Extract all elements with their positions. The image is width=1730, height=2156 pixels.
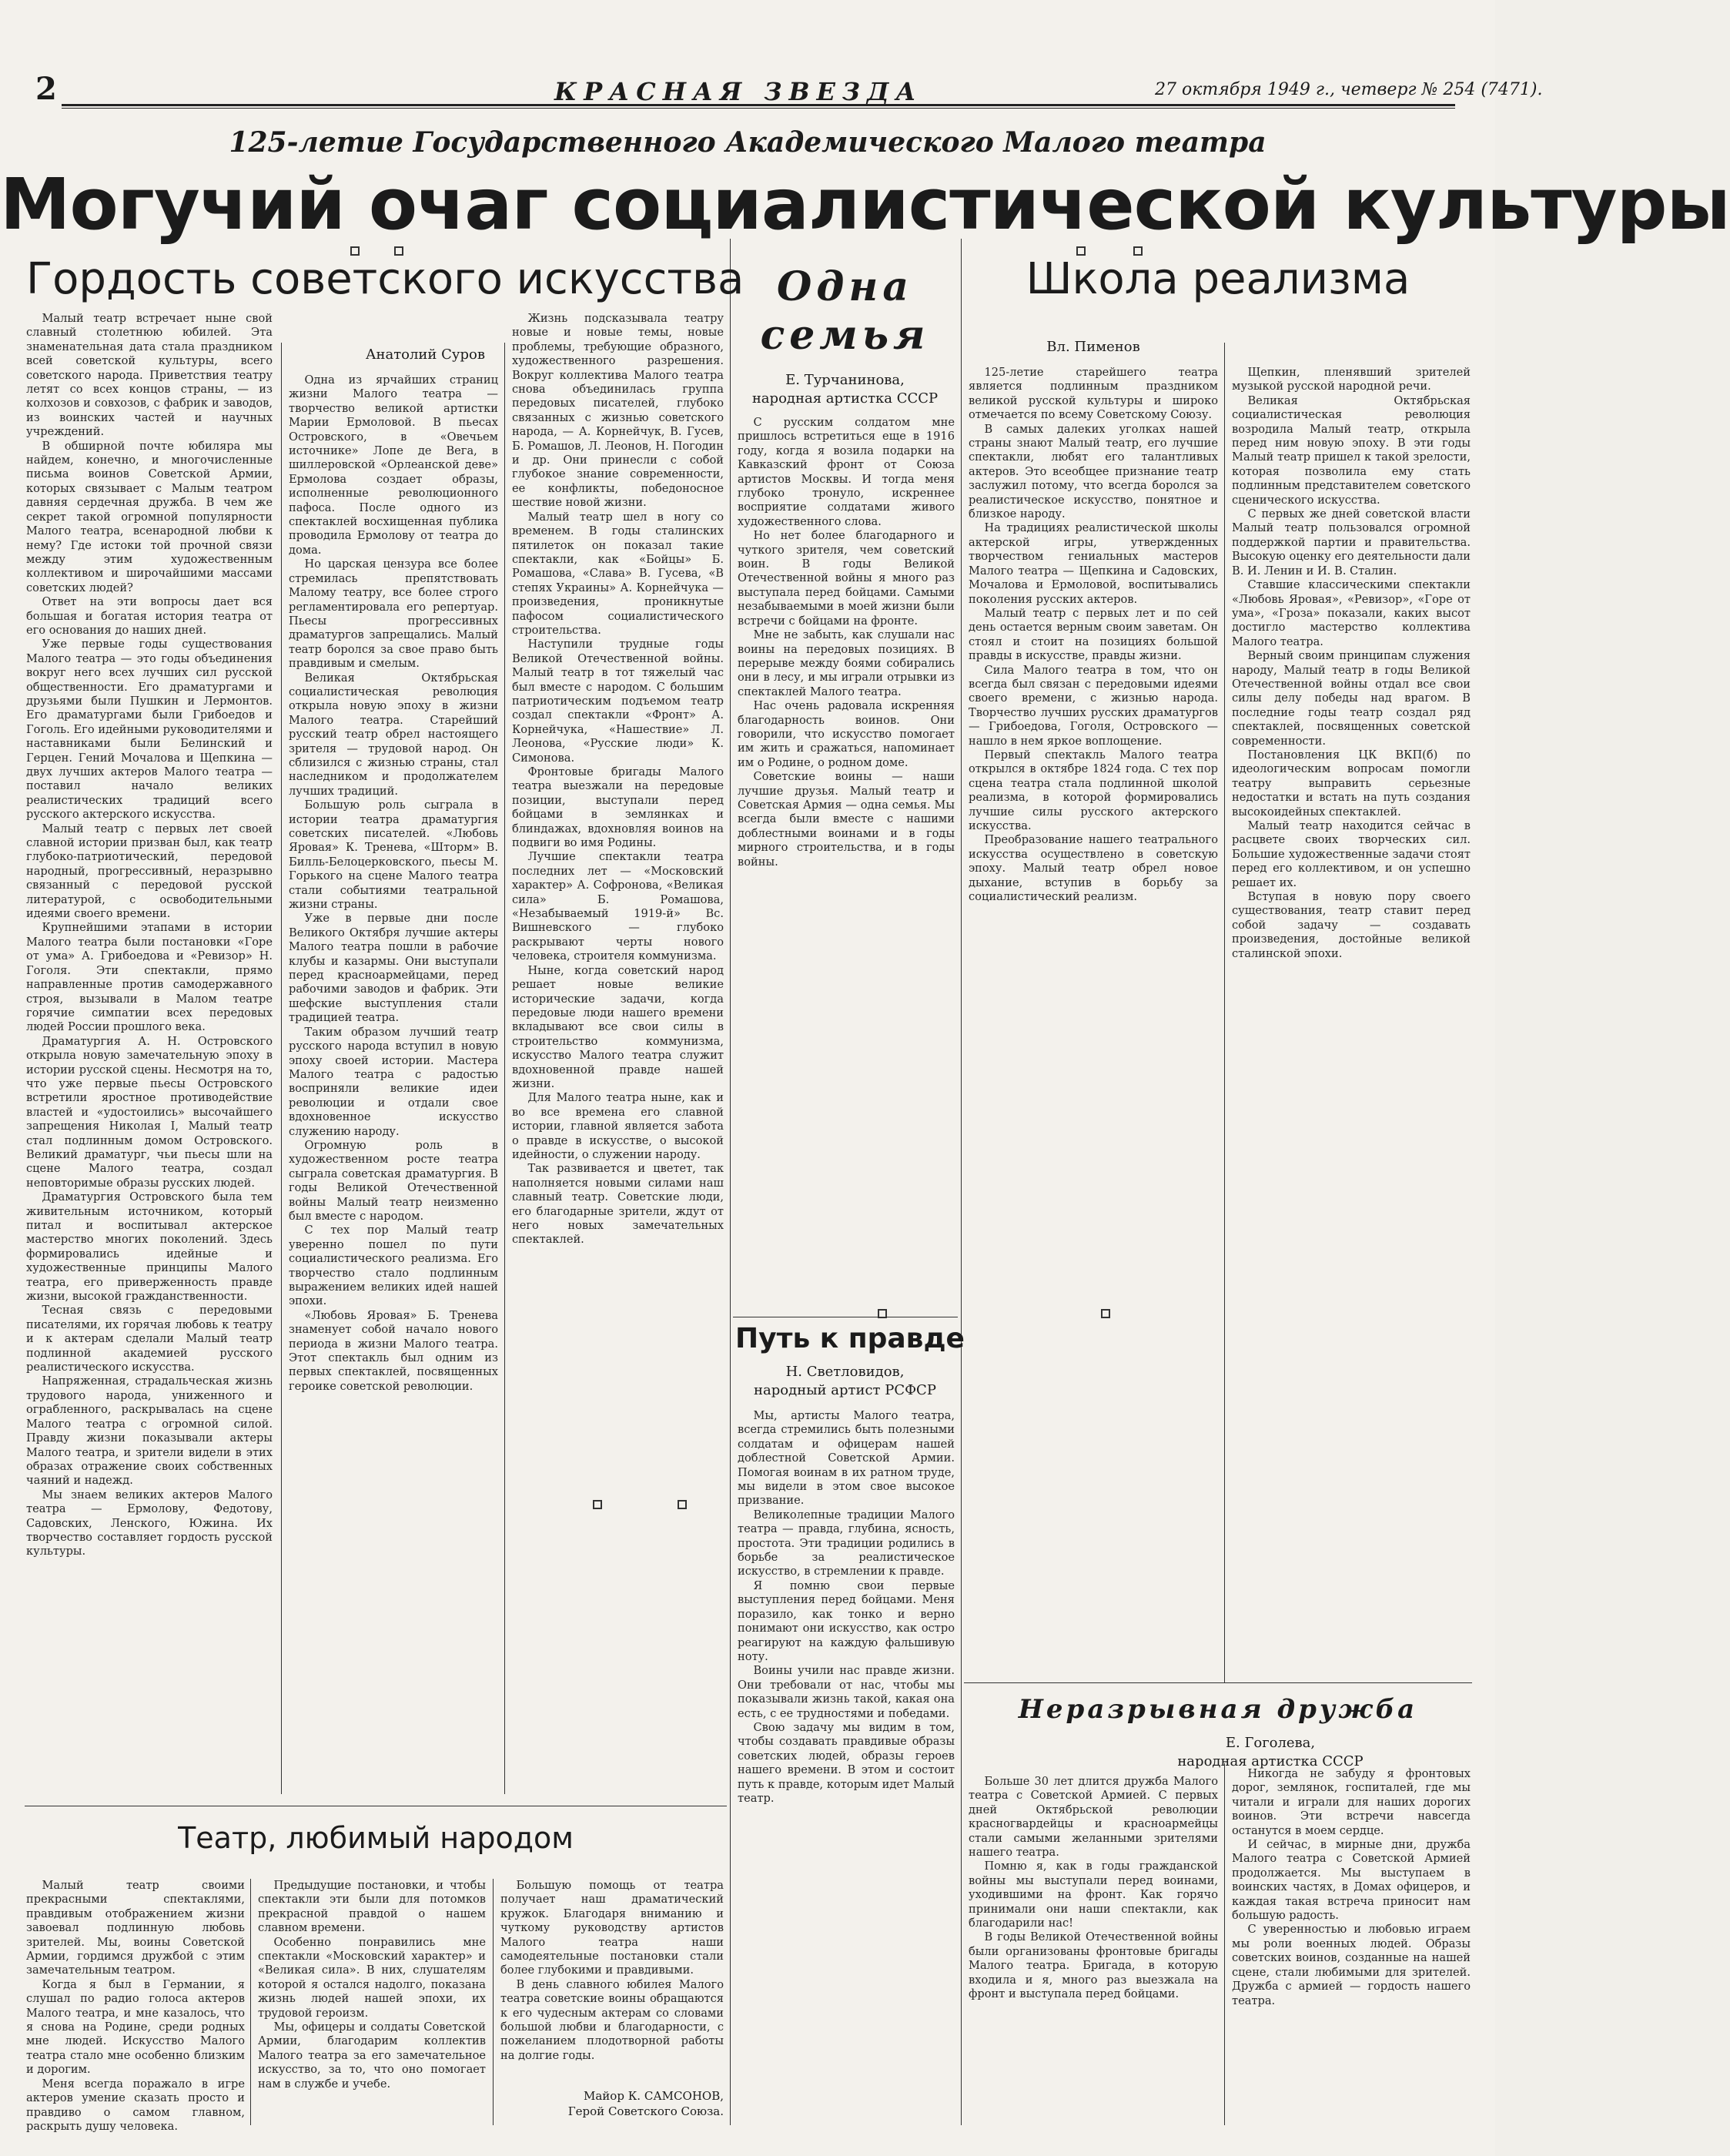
- article-title-realism: Школа реализма: [1026, 254, 1410, 304]
- article-body-beloved-col2: Предыдущие постановки, и чтобы спектакли эти были для потомков прекрасной правдой о нашем славном времени. Особенно понравились мне спектакли «Московский характер» и «Великая сила». В них, слушателям которой я остался надолго, показана жизнь людей нашей эпохи, их трудовой героизм. Мы, офицеры и солдаты Советской Армии, благодарим коллектив Малого театра за его замечательное искусство, за то, что оно помогает нам в службе и учебе.: [258, 1879, 486, 2091]
- signature-role: Герой Советского Союза.: [567, 2104, 724, 2118]
- column-rule: [493, 1879, 494, 2125]
- article-body-family: С русским солдатом мне пришлось встретиться еще в 1916 году, когда я возила подарки на Кавказский фронт от Союза артистов Москвы. И тогда меня глубоко тронуло, искреннее восприятие солдатами живого художественного слова. Но нет более благодарного и чуткого зрителя, чем советский воин. В годы Великой Отечественной войны я много раз выступала перед бойцами. Самыми незабываемыми в моей жизни были встречи с бойцами на фронте. Мне не забыть, как слушали нас воины на передовых позициях. В перерыве между боями собирались они в лесу, и мы играли отрывки из спектаклей Малого театра. Нас очень радовала искренняя благодарность воинов. Они говорили, что искусство помогает им жить и сражаться, напоминает им о Родине, о родном доме. Советские воины — наши лучшие друзья. Малый театр и Советская Армия — одна семья. Мы всегда были вместе с нашими доблестными воинами и в годы мирного строительства, и в годы войны.: [738, 416, 955, 869]
- header-rule: [62, 104, 1455, 106]
- article-title-path: Путь к правде: [735, 1323, 965, 1354]
- article-author: Анатолий Суров: [365, 346, 485, 363]
- header-rule-thin: [62, 108, 1455, 109]
- article-author: Вл. Пименов: [1046, 339, 1140, 355]
- article-byline: [735, 1363, 955, 1400]
- article-body-beloved-col1: Малый театр своими прекрасными спектаклями, правдивым отображением жизни завоевал подлинную любовь зрителей. Мы, воины Советской Армии, гордимся дружбой с этим замечательным театром. Когда я был в Германии, я слушал по радио голоса актеров Малого театра, и мне казалось, что я снова на Родине, среди родных мне людей. Искусство Малого театра стало мне особенно близким и дорогим. Меня всегда поражало в игре актеров умение сказать просто и правдиво о самом главном, раскрыть душу человека.: [26, 1879, 245, 2133]
- banner-headline: Могучий очаг социалистической культуры: [0, 163, 1730, 246]
- section-kicker: 125-летие Государственного Академического Малого театра: [229, 126, 1267, 159]
- article-body-friendship-col1: Больше 30 лет длится дружба Малого театра с Советской Армией. С первых дней Октябрьской революции красногвардейцы и красноармейцы стали самыми желанными зрителями нашего театра. Помню я, как в годы гражданской войны мы выступали перед воинами, уходившими на фронт. Как горячо принимали они наши спектакли, как благодарили нас! В годы Великой Отечественной войны были организованы фронтовые бригады Малого театра. Бригада, в которую входила и я, много раз выезжала на фронт и выступала перед бойцами.: [969, 1775, 1218, 2001]
- byline-role: народный артист РСФСР: [754, 1382, 936, 1398]
- article-byline: [1078, 1734, 1463, 1771]
- column-rule: [730, 239, 731, 2125]
- column-rule: [1224, 343, 1225, 1682]
- article-title-beloved-theatre: Театр, любимый народом: [178, 1821, 574, 1855]
- page-number: 2: [35, 71, 57, 107]
- newspaper-name: КРАСНАЯ ЗВЕЗДА: [554, 77, 923, 106]
- signature-name: Майор К. САМСОНОВ,: [584, 2089, 724, 2103]
- article-title-family-l1: Одна: [776, 263, 914, 310]
- column-rule: [250, 1879, 251, 2125]
- byline-name: Е. Турчанинова,: [785, 372, 905, 388]
- section-rule: [964, 1682, 1472, 1683]
- article-body-realism-col2: Щепкин, пленявший зрителей музыкой русской народной речи. Великая Октябрьская социалистическая революция возродила Малый театр, открыла перед ним новую эпоху. В эти годы Малый театр пришел к такой зрелости, которая позволила ему стать подлинным представителем советского сценического искусства. С первых же дней советской власти Малый театр пользовался огромной поддержкой партии и правительства. Высокую оценку его деятельности дали В. И. Ленин и И. В. Сталин. Ставшие классическими спектакли «Любовь Яровая», «Ревизор», «Горе от ума», «Гроза» показали, каких высот достигло мастерство коллектива Малого театра. Верный своим принципам служения народу, Малый театр в годы Великой Отечественной войны отдал все свои силы делу победы над врагом. В последние годы театр создал ряд спектаклей, посвященных советской современности. Постановления ЦК ВКП(б) по идеологическим вопросам помогли театру выправить серьезные недостатки и встать на путь создания высокоидейных спектаклей. Малый театр находится сейчас в расцвете своих творческих сил. Большие художественные задачи стоят перед его коллективом, и он успешно решает их. Вступая в новую пору своего существования, театр ставит перед собой задачу — создавать произведения, достойные великой сталинской эпохи.: [1232, 366, 1471, 960]
- article-title-friendship: Неразрывная дружба: [1018, 1694, 1418, 1725]
- article-body-path: Мы, артисты Малого театра, всегда стремились быть полезными солдатам и офицерам нашей доблестной Советской Армии. Помогая воинам в их ратном труде, мы видели в этом свое высокое призвание. Великолепные традиции Малого театра — правда, глубина, ясность, простота. Эти традиции родились в борьбе за реалистическое искусство, в стремлении к правде. Я помню свои первые выступления перед бойцами. Меня поразило, как тонко и верно понимают они искусство, как остро реагируют на каждую фальшивую ноту. Воины учили нас правде жизни. Они требовали от нас, чтобы мы показывали жизнь такой, какая она есть, с ее трудностями и победами. Свою задачу мы видим в том, чтобы создавать правдивые образы советских людей, образы героев нашего времени. В этом и состоит путь к правде, которым идет Малый театр.: [738, 1409, 955, 1805]
- article-body-friendship-col2: Никогда не забуду я фронтовых дорог, землянок, госпиталей, где мы читали и играли для наших дорогих воинов. Эти встречи навсегда останутся в моем сердце. И сейчас, в мирные дни, дружба Малого театра с Советской Армией продолжается. Мы выступаем в воинских частях, в Домах офицеров, и каждая такая встреча приносит нам большую радость. С уверенностью и любовью играем мы роли военных людей. Образы советских воинов, созданные на нашей сцене, стали любимыми для зрителей. Дружба с армией — гордость нашего театра.: [1232, 1767, 1471, 2007]
- article-body-pride-col3: Жизнь подсказывала театру новые и новые темы, новые проблемы, требующие образного, художественного разрешения. Вокруг коллектива Малого театра снова объединилась группа передовых писателей, глубоко связанных с жизнью советского народа, — А. Корнейчук, В. Гусев, Б. Ромашов, Л. Леонов, Н. Погодин и др. Они принесли с собой глубокое знание современности, ее конфликты, победоносное шествие новой жизни. Малый театр шел в ногу со временем. В годы сталинских пятилеток он показал такие спектакли, как «Бойцы» Б. Ромашова, «Слава» В. Гусева, «В степях Украины» А. Корнейчука — произведения, проникнутые пафосом социалистического строительства. Наступили трудные годы Великой Отечественной войны. Малый театр в тот тяжелый час был вместе с народом. С большим патриотическим подъемом театр создал спектакли «Фронт» А. Корнейчука, «Нашествие» Л. Леонова, «Русские люди» К. Симонова. Фронтовые бригады Малого театра выезжали на передовые позиции, выступали перед бойцами в землянках и блиндажах, вдохновляя воинов на подвиги во имя Родины. Лучшие спектакли театра последних лет — «Московский характер» А. Софронова, «Великая сила» Б. Ромашова, «Незабываемый 1919-й» Вс. Вишневского — глубоко раскрывают черты нового человека, строителя коммунизма. Ныне, когда советский народ решает новые великие исторические задачи, когда передовые люди нашего времени вкладывают все свои силы в строительство коммунизма, искусство Малого театра служит вдохновенной правде нашей жизни. Для Малого театра ныне, как и во все времена его славной истории, главной является забота о правде в искусстве, о высокой идейности, о служении народу. Так развивается и цветет, так наполняется новыми силами наш славный театр. Советские люди, его благодарные зрители, ждут от него новых замечательных спектаклей.: [512, 312, 724, 1247]
- column-rule: [961, 239, 962, 2125]
- article-signature: [500, 2088, 724, 2119]
- column-rule: [1224, 1763, 1225, 2125]
- article-body-pride-col1: Малый театр встречает ныне свой славный столетнюю юбилей. Эта знаменательная дата стала праздником всей советской культуры, всего советского народа. Приветствия театру летят со всех концов страны, — из колхозов и совхозов, с фабрик и заводов, из воинских частей и научных учреждений. В обширной почте юбиляра мы найдем, конечно, и многочисленные письма воинов Советской Армии, которых связывает с Малым театром давняя сердечная дружба. В чем же секрет такой огромной популярности Малого театра, всенародной любви к нему? Где истоки той прочной связи между этим художественным коллективом и широчайшими массами советских людей? Ответ на эти вопросы дает вся большая и богатая история театра от его основания до наших дней. Уже первые годы существования Малого театра — это годы объединения вокруг него всех лучших сил русской общественности. Его драматургами и друзьями были Пушкин и Лермонтов. Его драматургами были Грибоедов и Гоголь. Его идейными руководителями и наставниками были Белинский и Герцен. Гений Мочалова и Щепкина — двух лучших актеров Малого театра — поставил начало великих реалистических традиций всего русского актерского искусства. Малый театр с первых лет своей славной истории призван был, как театр глубоко-патриотический, передовой народный, прогрессивный, неразрывно связанный с передовой русской литературой, с освободительными идеями своего времени. Крупнейшими этапами в истории Малого театра были постановки «Горе от ума» А. Грибоедова и «Ревизор» Н. Гоголя. Эти спектакли, прямо направленные против самодержавного строя, вызывали в Малом театре горячие симпатии всех передовых людей России прошлого века. Драматургия А. Н. Островского открыла новую замечательную эпоху в истории русской сцены. Несмотря на то, что уже первые пьесы Островского встретили яростное противодействие властей и «удостоились» высочайшего запрещения Николая I, Малый театр стал подлинным домом Островского. Великий драматург, чьи пьесы шли на сцене Малого театра, создал неповторимые образы русских людей. Драматургия Островского была тем живительным источником, который питал и воспитывал актерское мастерство многих поколений. Здесь формировались идейные и художественные принципы Малого театра, его приверженность правде жизни, высокой гражданственности. Тесная связь с передовыми писателями, их горячая любовь к театру и к актерам сделали Малый театр подлинной академией русского реалистического искусства. Напряженная, страдальческая жизнь трудового народа, униженного и ограбленного, раскрывалась на сцене Малого театра с огромной силой. Правду жизни показывали актеры Малого театра, и зрители видели в этих образах отражение своих собственных чаяний и надежд. Мы знаем великих актеров Малого театра — Ермолову, Федотову, Садовских, Ленского, Южина. Их творчество составляет гордость русской культуры.: [26, 312, 273, 1558]
- article-body-pride-col2: Одна из ярчайших страниц жизни Малого театра — творчество великой артистки Марии Ермоловой. В пьесах Островского, в «Овечьем источнике» Лопе де Вега, в шиллеровской «Орлеанской деве» Ермолова создает образы, исполненные революционного пафоса. После одного из спектаклей восхищенная публика проводила Ермолову от театра до дома. Но царская цензура все более стремилась препятствовать Малому театру, все более строго регламентировала его репертуар. Пьесы прогрессивных драматургов запрещались. Малый театр боролся за свое право быть правдивым и смелым. Великая Октябрьская социалистическая революция открыла новую эпоху в жизни Малого театра. Старейший русский театр обрел настоящего зрителя — трудовой народ. Он сблизился с жизнью страны, стал наследником и продолжателем лучших традиций. Большую роль сыграла в истории театра драматургия советских писателей. «Любовь Яровая» К. Тренева, «Шторм» В. Билль-Белоцерковского, пьесы М. Горького на сцене Малого театра стали событиями театральной жизни страны. Уже в первые дни после Великого Октября лучшие актеры Малого театра пошли в рабочие клубы и казармы. Они выступали перед красноармейцами, перед рабочими заводов и фабрик. Эти шефские выступления стали традицией театра. Таким образом лучший театр русского народа вступил в новую эпоху своей истории. Мастера Малого театра с радостью восприняли великие идеи революции и отдали свое вдохновенное искусство служению народу. Огромную роль в художественном росте театра сыграла советская драматургия. В годы Великой Отечественной войны Малый театр неизменно был вместе с народом. С тех пор Малый театр уверенно пошел по пути социалистического реализма. Его творчество стало подлинным выражением великих идей нашей эпохи. «Любовь Яровая» Б. Тренева знаменует собой начало нового периода в жизни Малого театра. Этот спектакль был одним из первых спектаклей, посвященных героике советской революции.: [289, 373, 498, 1393]
- article-body-realism-col1: 125-летие старейшего театра является подлинным праздником великой русской культуры и широко отмечается по всему Советскому Союзу. В самых далеких уголках нашей страны знают Малый театр, его лучшие спектакли, любят его талантливых актеров. Это всеобщее признание театр заслужил потому, что всегда боролся за реалистическое искусство, понятное и близкое народу. На традициях реалистической школы актерской игры, утвержденных творчеством гениальных мастеров Малого театра — Щепкина и Садовских, Мочалова и Ермоловой, воспитывались поколения русских актеров. Малый театр с первых лет и по сей день остается верным своим заветам. Он стоял и стоит на позициях большой правды в искусстве, правды жизни. Сила Малого театра в том, что он всегда был связан с передовыми идеями своего времени, с жизнью народа. Творчество лучших русских драматургов — Грибоедова, Гоголя, Островского — нашло в нем яркое воплощение. Первый спектакль Малого театра открылся в октябре 1824 года. С тех пор сцена театра стала подлинной школой реализма, в которой формировались лучшие силы русского актерского искусства. Преобразование нашего театрального искусства осуществлено в советскую эпоху. Малый театр обрел новое дыхание, вступив в борьбу за социалистический реализм.: [969, 366, 1218, 904]
- article-title-family-l2: семья: [760, 312, 930, 359]
- byline-name: Н. Светловидов,: [785, 1364, 905, 1380]
- byline-role: народная артистка СССР: [751, 390, 939, 407]
- byline-role: народная артистка СССР: [1177, 1753, 1364, 1769]
- byline-name: Е. Гоголева,: [1225, 1735, 1316, 1751]
- article-title-pride: Гордость советского искусства: [26, 254, 745, 304]
- article-byline: [735, 371, 955, 408]
- column-rule: [281, 343, 282, 1794]
- article-body-beloved-col3: Большую помощь от театра получает наш драматический кружок. Благодаря вниманию и чуткому руководству артистов Малого театра наши самодеятельные постановки стали более глубокими и правдивыми. В день славного юбилея Малого театра советские воины обращаются к его чудесным актерам со словами большой любви и благодарности, с пожеланием плодотворной работы на долгие годы.: [500, 1879, 724, 2062]
- column-rule: [504, 343, 505, 1794]
- issue-date: 27 октября 1949 г., четверг № 254 (7471).: [1155, 80, 1543, 99]
